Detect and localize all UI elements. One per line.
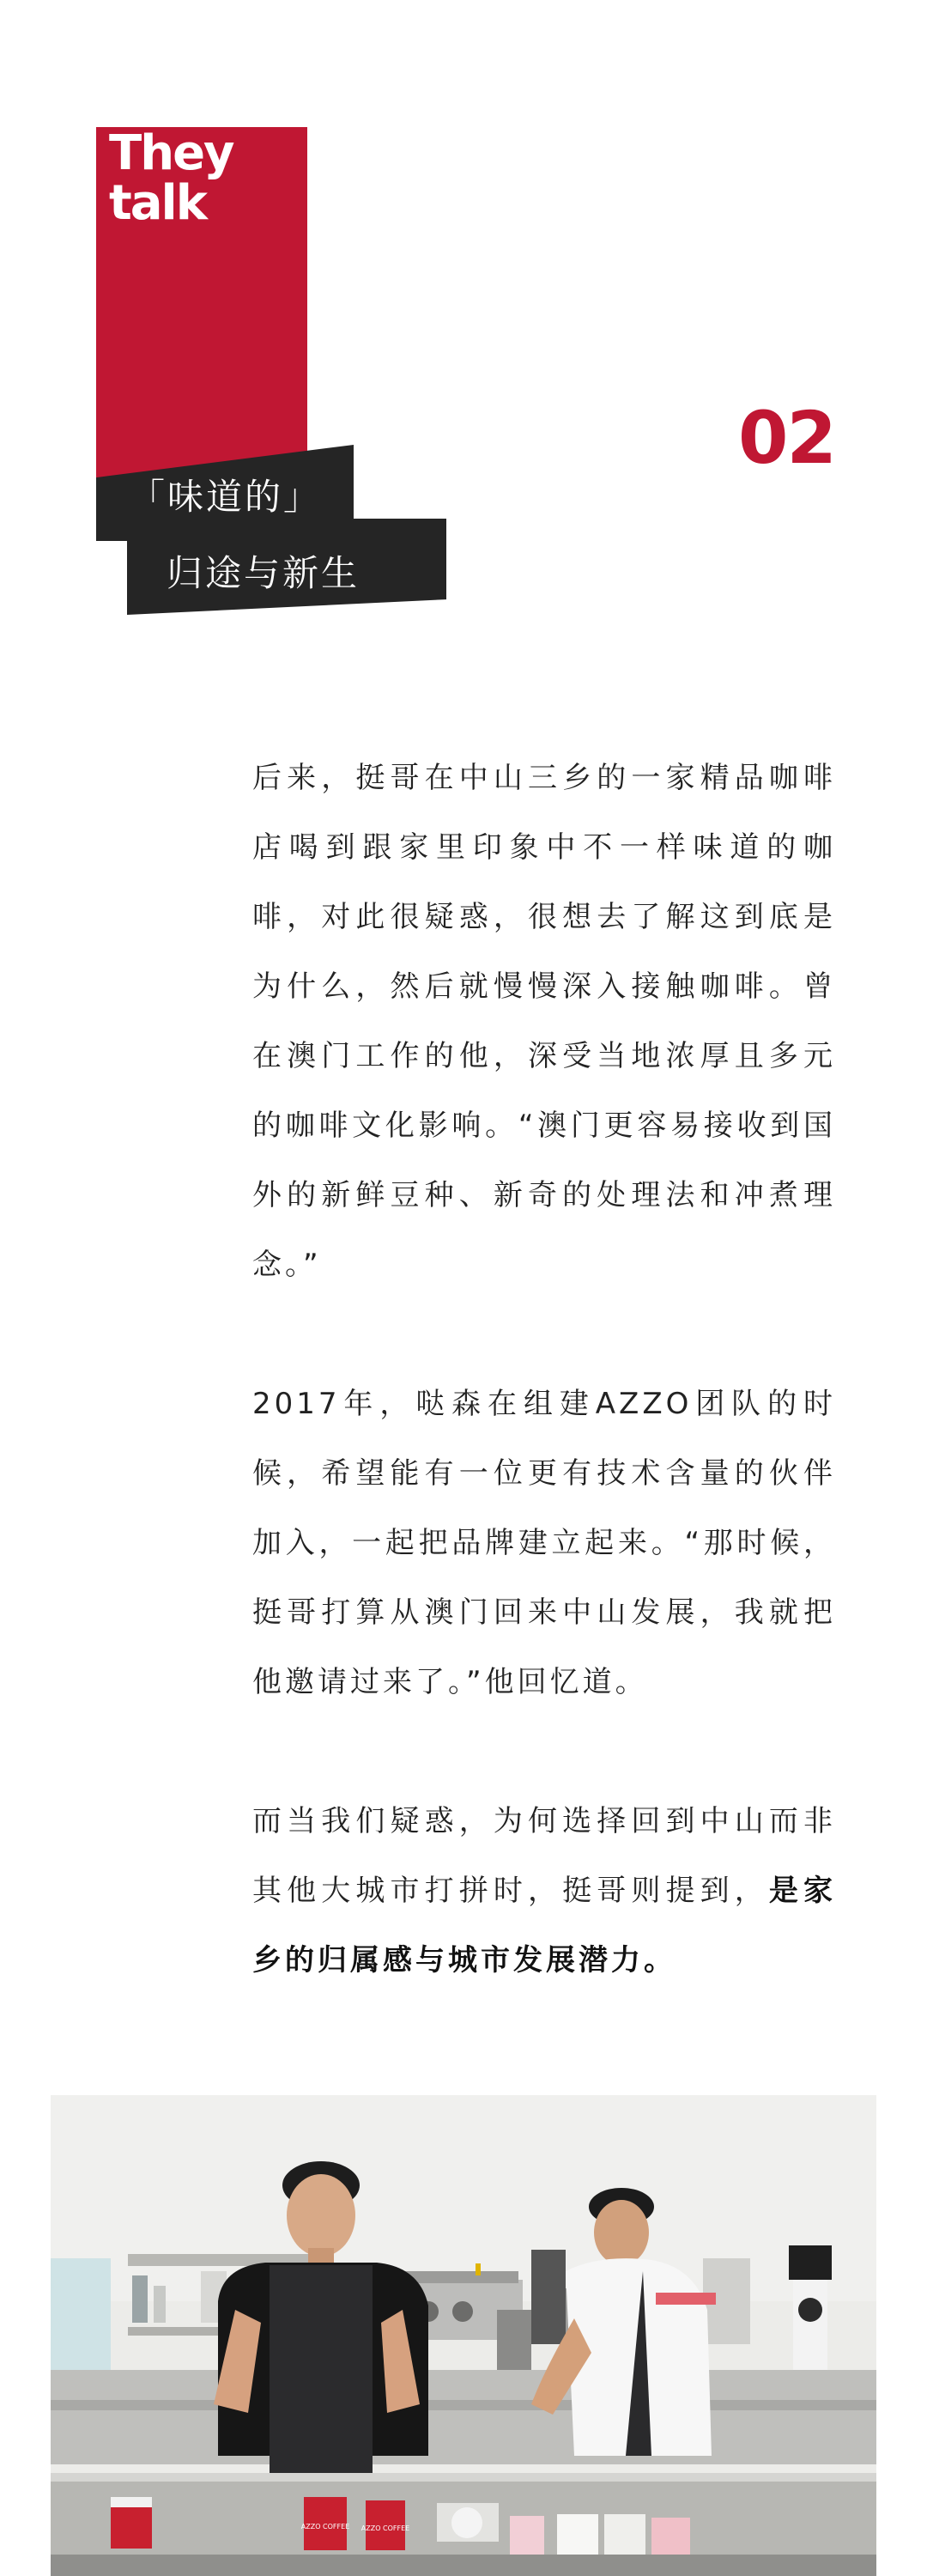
they-talk-title: [109, 125, 298, 231]
section-heading-line-2: 归途与新生: [167, 552, 360, 594]
paragraph-3: [252, 1787, 836, 1996]
section-number: 02: [738, 396, 835, 480]
cafe-scene-illustration: [51, 2095, 876, 2576]
cup-label-left: AZZO COFFEE: [300, 2523, 350, 2530]
article-body: [252, 744, 836, 1996]
paragraph-3-bold: 是家乡的归属感与城市发展潜力。: [252, 1874, 836, 1978]
brand-line-2: talk: [109, 175, 206, 231]
paragraph-2: 2017年，哒森在组建AZZO团队的时候，希望能有一位更有技术含量的伙伴加入，一起把品牌建立起来。“那时候，挺哥打算从澳门回来中山发展，我就把他邀请过来了。”他回忆道。: [252, 1387, 836, 1699]
cup-label-right: AZZO COFFEE: [360, 2524, 410, 2532]
cafe-photo: [51, 2095, 876, 2576]
paragraph-3-text: 而当我们疑惑，为何选择回到中山而非其他大城市打拼时，挺哥则提到，: [252, 1804, 836, 1908]
brand-line-1: They: [109, 125, 233, 181]
paragraph-1: 后来，挺哥在中山三乡的一家精品咖啡店喝到跟家里印象中不一样味道的咖啡，对此很疑惑，很想去了解这到底是为什么，然后就慢慢深入接触咖啡。曾在澳门工作的他，深受当地浓厚且多元的咖啡文化影响。“澳门更容易接收到国外的新鲜豆种、新奇的处理法和冲煮理念。”: [252, 761, 836, 1282]
section-heading-line-1: 「味道的」: [129, 476, 323, 518]
